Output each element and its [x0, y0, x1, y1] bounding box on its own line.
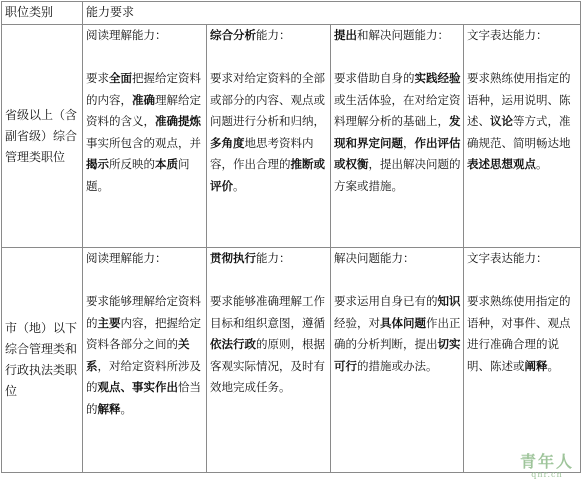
blank-line: [210, 270, 328, 292]
ability-description-text: 的原则，根据客观实际情况，及时有效地完成任务。: [210, 337, 325, 394]
ability-title: 解决问题能力：: [334, 251, 415, 265]
ability-description-text: 。: [120, 401, 132, 416]
ability-title-text: 能力：: [256, 251, 291, 265]
ability-description: [467, 291, 578, 377]
table-row: [2, 248, 581, 473]
blank-line: [86, 270, 204, 292]
ability-cell: [83, 248, 207, 473]
ability-description-text: 地思考资料内容，作出合理的: [210, 135, 314, 171]
blank-line: [467, 47, 578, 69]
ability-description-emphasis: 作出评估或权衡: [334, 135, 461, 171]
blank-line: [334, 47, 461, 69]
ability-cell: [464, 248, 581, 473]
ability-description-text: 要求对给定资料的全部或部分的内容、观点或问题进行分析和归纳，: [210, 71, 325, 128]
ability-description-emphasis: 阐释: [524, 358, 548, 373]
ability-description-emphasis: 具体问题: [380, 315, 426, 330]
table-header-row: [2, 2, 581, 25]
blank-line: [86, 47, 204, 69]
ability-description-text: 内容，把握给定资料各部分之间的: [86, 315, 201, 351]
watermark-title: 青年人: [519, 452, 574, 471]
ability-description-text: 。: [233, 178, 245, 193]
ability-description-emphasis: 议论: [490, 114, 513, 128]
ability-description-emphasis: 多角度: [210, 135, 245, 150]
ability-description-text: 事实所包含的观点，并: [86, 135, 201, 150]
ability-description-emphasis: 推断或评价: [210, 157, 325, 193]
ability-title: [210, 248, 328, 270]
ability-cell: [464, 25, 581, 248]
ability-description-emphasis: 关系: [86, 337, 190, 373]
ability-description-emphasis: 全面: [109, 71, 132, 85]
ability-description-emphasis: 主要: [97, 315, 121, 330]
ability-description-text: 或生活体验，在对给定资料理解分析的基础上，: [334, 92, 461, 128]
ability-description-text: 。: [547, 358, 559, 373]
ability-cell: [331, 248, 464, 473]
ability-description-text: ，提出解决问题的方案或措施。: [334, 157, 461, 193]
ability-title: 阅读理解能力：: [86, 28, 167, 42]
ability-description-emphasis: 切实可行: [334, 337, 461, 373]
ability-description-emphasis: 揭示: [86, 157, 109, 171]
ability-description-emphasis: 发现和界定问题: [334, 114, 461, 150]
ability-description: [210, 291, 328, 399]
ability-description-text: 。: [536, 157, 548, 171]
ability-description-text: 经验，对: [334, 315, 380, 330]
ability-cell: [331, 25, 464, 248]
ability-description-emphasis: 观点、事实作出: [97, 380, 178, 394]
ability-description-emphasis: 知识: [437, 294, 461, 308]
ability-description-text: 要求: [86, 71, 109, 85]
ability-description: [210, 68, 328, 197]
header-job-category: 职位类别: [2, 2, 83, 25]
ability-description-text: 要求借助自身的: [334, 71, 415, 85]
ability-description-text: 要求熟练使用指定的语种，对事件、观点进行准确合理的说明、陈述或: [467, 294, 571, 373]
ability-description-text: 要求运用自身已有的: [334, 294, 438, 308]
ability-cell: [207, 25, 331, 248]
header-ability-requirements: 能力要求: [83, 2, 581, 25]
watermark-logo: [520, 449, 574, 479]
ability-description-emphasis: 解释: [97, 401, 121, 416]
ability-description-emphasis: 准确提炼: [155, 114, 201, 128]
ability-description: [334, 68, 461, 197]
ability-cell: [83, 25, 207, 248]
blank-line: [334, 270, 461, 292]
ability-title-emphasis: 提出: [334, 28, 357, 42]
ability-description-text: 所反映的: [109, 157, 155, 171]
ability-description: [467, 68, 578, 176]
ability-description-text: 作出正确的分析判断，提出: [334, 315, 461, 351]
ability-description-text: 等方式，准确规范、简明畅达地: [467, 114, 571, 150]
ability-description-emphasis: 实践经验: [414, 71, 461, 85]
ability-title-text: 能力：: [256, 28, 291, 42]
ability-title: 文字表达能力：: [467, 251, 548, 265]
ability-description-text: 要求能够理解给定资料的: [86, 294, 201, 330]
ability-description-text: ，: [403, 135, 415, 150]
ability-description-emphasis: 表述思想观点: [467, 157, 536, 171]
ability-description-text: 的措施或办法。: [357, 358, 438, 373]
watermark-url: qnr.cn: [531, 470, 563, 479]
ability-title-text: 和解决问题能力：: [357, 28, 449, 42]
ability-description: [334, 291, 461, 377]
blank-line: [467, 270, 578, 292]
ability-description: [86, 68, 204, 197]
ability-title-emphasis: 综合分析: [210, 28, 256, 42]
ability-description-emphasis: 依法行政: [210, 337, 256, 351]
ability-description-emphasis: 本质: [155, 157, 178, 171]
ability-description-text: 要求熟练使用指定的语种，运用说明、陈述、: [467, 71, 571, 128]
ability-description-text: 恰当的: [86, 380, 201, 416]
ability-description-text: 理解给定资料的含义，: [86, 92, 201, 128]
ability-cell: [207, 248, 331, 473]
ability-title: 阅读理解能力：: [86, 251, 167, 265]
ability-description-text: 问题。: [86, 157, 190, 193]
row-category: 市（地）以下综合管理类和行政执法类职位: [2, 248, 83, 473]
ability-title: [210, 25, 328, 47]
blank-line: [210, 47, 328, 69]
row-category: 省级以上（含副省级）综合管理类职位: [2, 25, 83, 248]
ability-title: [334, 25, 461, 47]
ability-description-text: 要求能够准确理解工作目标和组织意图，遵循: [210, 294, 325, 330]
ability-title-emphasis: 贯彻执行: [210, 251, 256, 265]
ability-description-text: 把握给定资料的内容，: [86, 71, 201, 107]
ability-requirements-table: [1, 1, 581, 473]
ability-description-emphasis: 准确: [132, 92, 155, 107]
ability-description-text: ，对给定资料所涉及的: [86, 358, 201, 394]
ability-description: [86, 291, 204, 420]
table-row: [2, 25, 581, 248]
ability-title: 文字表达能力：: [467, 28, 548, 42]
